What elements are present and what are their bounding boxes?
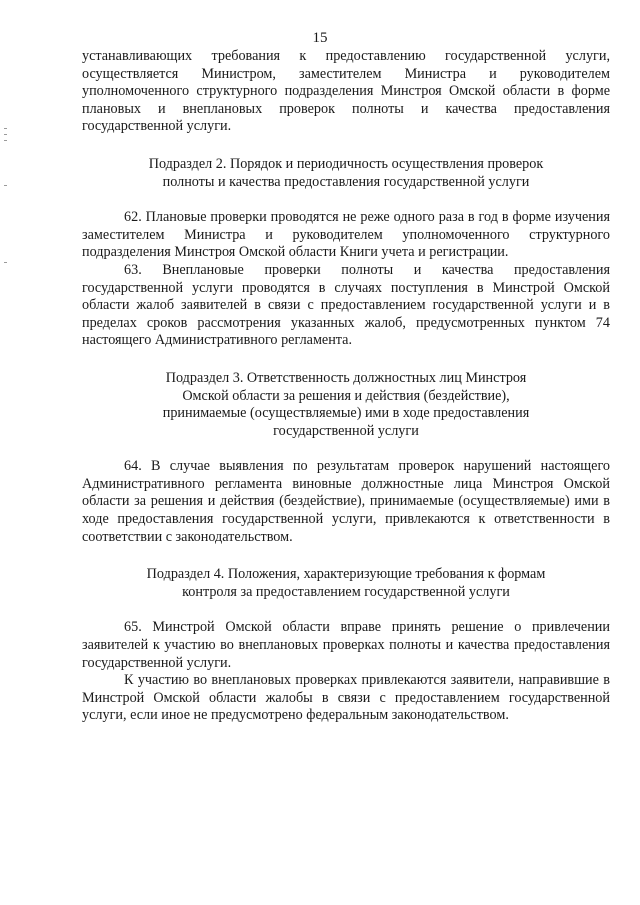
heading-line: Омской области за решения и действия (бездействие), [182, 387, 510, 404]
margin-mark [4, 262, 7, 263]
margin-mark [4, 128, 7, 129]
heading-subsection-3 [82, 370, 610, 440]
paragraph-65-continued: К участию во внеплановых проверках привлекаются заявители, направившие в Минстрой Омской области жалобы в связи с предоставлением государственной услуги, если иное не предусмотрено федеральным законодательством. [82, 672, 610, 724]
heading-line: Подраздел 2. Порядок и периодичность осуществления проверок [148, 155, 544, 172]
paragraph-65: 65. Минстрой Омской области вправе принять решение о привлечении заявителей к участию во внеплановых проверках полноты и качества предоставления государственной услуги. [82, 619, 610, 671]
heading-line: принимаемые (осуществляемые) ими в ходе предоставления [162, 405, 530, 422]
paragraph-62: 62. Плановые проверки проводятся не реже одного раза в год в форме изучения заместителем Министра и руководителем уполномоченного структурного подразделения Минстроя Омской области Книги учета и регистрации. [82, 209, 610, 261]
heading-subsection-4 [82, 566, 610, 601]
paragraph-64: 64. В случае выявления по результатам проверок нарушений настоящего Административного регламента виновные должностные лица Минстроя Омской области за решения и действия (бездействие), принимаемые (осуществляемые) ими в ходе предоставления государственной услуги, привлекаются к ответственности в соответствии с законодательством. [82, 458, 610, 545]
margin-mark [4, 185, 7, 186]
margin-mark [4, 140, 7, 141]
heading-line: государственной услуги [273, 422, 419, 439]
heading-line: Подраздел 4. Положения, характеризующие требования к формам [146, 566, 546, 583]
heading-line: контроля за предоставлением государственной услуги [182, 583, 510, 600]
paragraph-continuation: устанавливающих требования к предоставлению государственной услуги, осуществляется Министром, заместителем Министра и руководителем уполномоченного структурного подразделения Минстроя Омской области в форме плановых и внеплановых проверок полноты и качества предоставления государственной услуги. [82, 48, 610, 135]
heading-line: Подраздел 3. Ответственность должностных лиц Минстроя [165, 369, 527, 386]
document-body [82, 48, 610, 725]
margin-mark [4, 134, 7, 135]
page-number: 15 [312, 30, 328, 46]
heading-subsection-2 [82, 156, 610, 191]
heading-line: полноты и качества предоставления государственной услуги [162, 173, 530, 190]
paragraph-63: 63. Внеплановые проверки полноты и качества предоставления государственной услуги проводятся в случаях поступления в Минстрой Омской области жалоб заявителей в связи с предоставлением государственной услуги и в пределах сроков рассмотрения указанных жалоб, предусмотренных пунктом 74 настоящего Административного регламента. [82, 261, 610, 349]
